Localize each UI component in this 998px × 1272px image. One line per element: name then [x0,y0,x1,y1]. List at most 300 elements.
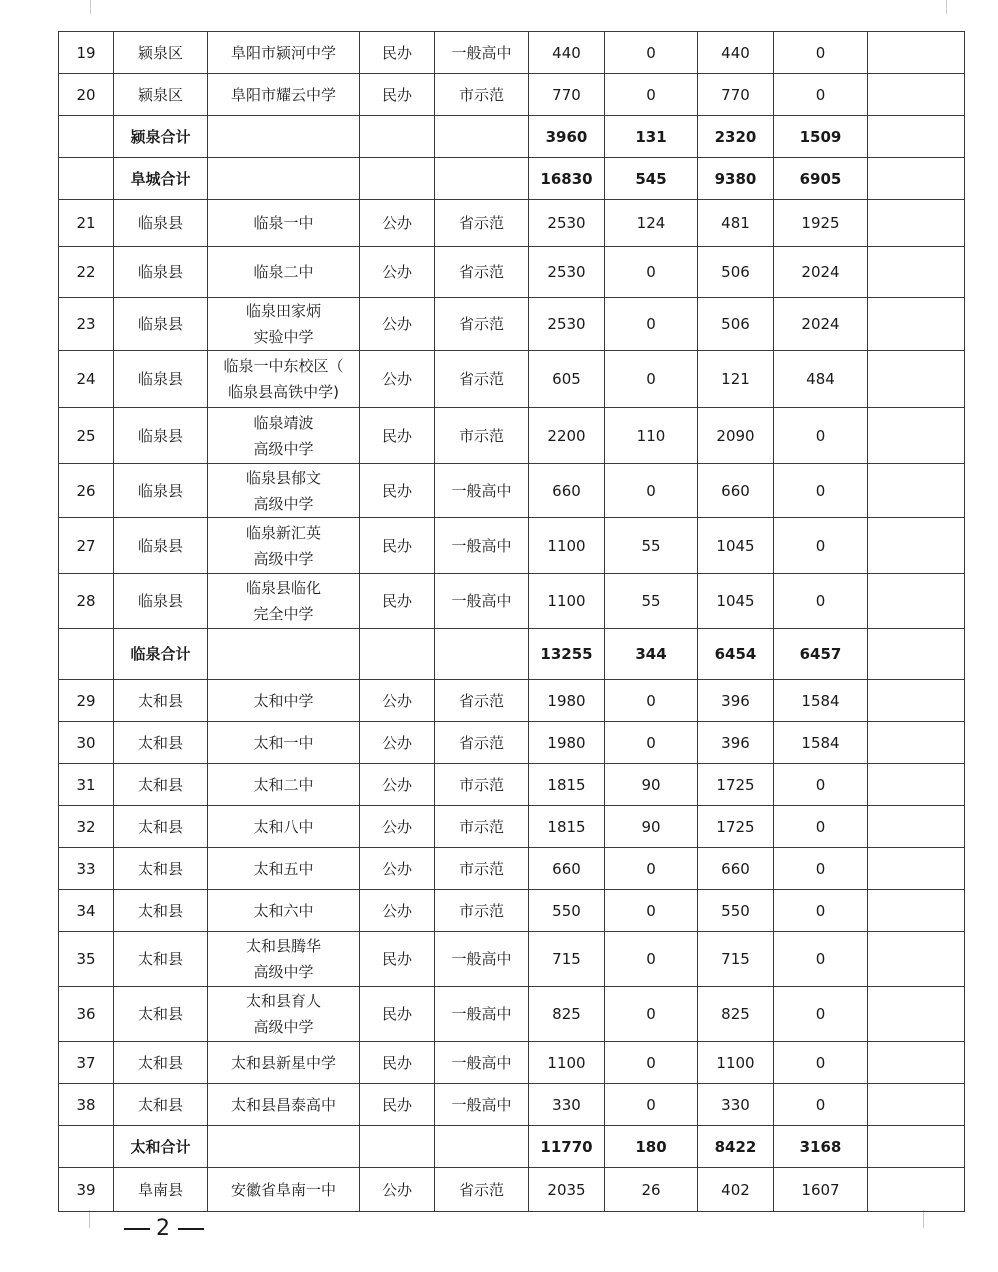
school-name-line: 临泉靖波 [253,413,314,432]
value-cell-4: 2024 [774,298,868,351]
school-name-line: 太和五中 [253,859,314,878]
value-cell-2: 26 [605,1168,698,1212]
school-cell [208,890,360,932]
value-cell-1: 330 [529,1084,605,1126]
school-cell [208,351,360,408]
level-cell: 一般高中 [435,1084,529,1126]
value-cell-2: 90 [605,764,698,806]
level-cell: 市示范 [435,408,529,464]
school-name-line: 太和八中 [253,817,314,836]
school-cell [208,32,360,74]
value-cell-4: 484 [774,351,868,408]
value-cell-4: 0 [774,518,868,574]
value-cell-2: 0 [605,351,698,408]
value-cell-1: 660 [529,464,605,518]
table-row [59,464,965,518]
level-cell: 一般高中 [435,32,529,74]
value-cell-3: 440 [698,32,774,74]
level-cell: 省示范 [435,680,529,722]
table-row [59,764,965,806]
value-cell-4: 1607 [774,1168,868,1212]
value-cell-4: 1925 [774,200,868,247]
area-cell: 太和县 [114,722,208,764]
level-cell [435,1126,529,1168]
school-cell [208,518,360,574]
value-cell-4: 0 [774,408,868,464]
type-cell: 民办 [360,74,435,116]
value-cell-2: 55 [605,518,698,574]
value-cell-2: 0 [605,932,698,987]
level-cell: 市示范 [435,890,529,932]
type-cell: 民办 [360,987,435,1042]
subtotal-row [59,158,965,200]
remark-cell [868,1126,965,1168]
level-cell: 市示范 [435,848,529,890]
value-cell-1: 715 [529,932,605,987]
school-name-line: 完全中学 [253,605,314,623]
value-cell-1: 16830 [529,158,605,200]
school-name-line: 太和中学 [253,691,314,710]
value-cell-4: 3168 [774,1126,868,1168]
area-cell: 太和县 [114,764,208,806]
table-row [59,1084,965,1126]
level-cell: 一般高中 [435,932,529,987]
type-cell [360,629,435,680]
school-cell [208,1126,360,1168]
value-cell-3: 1045 [698,574,774,629]
footer-dash-right [178,1228,204,1230]
value-cell-2: 90 [605,806,698,848]
row-number-cell: 36 [59,987,114,1042]
table-row [59,1042,965,1084]
type-cell: 公办 [360,722,435,764]
table-row [59,351,965,408]
value-cell-3: 825 [698,987,774,1042]
value-cell-1: 770 [529,74,605,116]
school-cell [208,74,360,116]
value-cell-3: 506 [698,247,774,298]
school-name-line: 临泉县高铁中学) [228,383,339,401]
school-cell [208,1042,360,1084]
value-cell-2: 0 [605,680,698,722]
level-cell: 市示范 [435,806,529,848]
type-cell: 民办 [360,1084,435,1126]
value-cell-1: 2200 [529,408,605,464]
area-cell: 临泉县 [114,464,208,518]
school-cell [208,629,360,680]
school-cell [208,764,360,806]
remark-cell [868,1042,965,1084]
remark-cell [868,32,965,74]
value-cell-4: 0 [774,574,868,629]
table-row [59,32,965,74]
school-name-line: 太和一中 [253,733,314,752]
value-cell-4: 1584 [774,680,868,722]
area-cell: 阜城合计 [114,158,208,200]
school-cell [208,158,360,200]
school-name-line: 临泉县郁文 [245,468,321,487]
table-row [59,987,965,1042]
level-cell: 省示范 [435,351,529,408]
remark-cell [868,890,965,932]
subtotal-row [59,629,965,680]
value-cell-1: 440 [529,32,605,74]
level-cell: 一般高中 [435,518,529,574]
remark-cell [868,518,965,574]
remark-cell [868,806,965,848]
row-number-cell: 31 [59,764,114,806]
school-name-line: 临泉新汇英 [245,523,321,542]
area-cell: 临泉县 [114,574,208,629]
table-row [59,890,965,932]
value-cell-1: 1100 [529,1042,605,1084]
remark-cell [868,247,965,298]
row-number-cell: 39 [59,1168,114,1212]
area-cell: 阜南县 [114,1168,208,1212]
value-cell-2: 0 [605,1042,698,1084]
area-cell: 太和县 [114,890,208,932]
school-cell [208,1168,360,1212]
school-name-line: 临泉田家炳 [245,302,321,320]
school-cell [208,1084,360,1126]
value-cell-1: 1980 [529,680,605,722]
row-number-cell [59,629,114,680]
table-row [59,247,965,298]
school-cell [208,298,360,351]
type-cell: 民办 [360,518,435,574]
value-cell-4: 0 [774,890,868,932]
area-cell: 临泉县 [114,518,208,574]
value-cell-4: 0 [774,987,868,1042]
remark-cell [868,351,965,408]
value-cell-3: 1725 [698,764,774,806]
value-cell-2: 0 [605,247,698,298]
type-cell [360,116,435,158]
table-row [59,408,965,464]
area-cell: 太和县 [114,848,208,890]
area-cell: 太和县 [114,680,208,722]
page-number: 2 [156,1216,172,1241]
remark-cell [868,680,965,722]
row-number-cell: 28 [59,574,114,629]
value-cell-4: 0 [774,464,868,518]
school-name-line: 阜阳市耀云中学 [230,85,336,104]
type-cell [360,1126,435,1168]
value-cell-1: 11770 [529,1126,605,1168]
row-number-cell [59,116,114,158]
type-cell: 民办 [360,408,435,464]
table-row [59,848,965,890]
value-cell-3: 121 [698,351,774,408]
value-cell-3: 9380 [698,158,774,200]
value-cell-2: 0 [605,722,698,764]
remark-cell [868,74,965,116]
value-cell-3: 770 [698,74,774,116]
row-number-cell [59,158,114,200]
level-cell [435,116,529,158]
remark-cell [868,848,965,890]
level-cell: 省示范 [435,1168,529,1212]
value-cell-2: 131 [605,116,698,158]
school-cell [208,848,360,890]
value-cell-3: 402 [698,1168,774,1212]
area-cell: 临泉合计 [114,629,208,680]
row-number-cell: 35 [59,932,114,987]
type-cell: 民办 [360,1042,435,1084]
level-cell: 一般高中 [435,574,529,629]
remark-cell [868,1168,965,1212]
level-cell: 一般高中 [435,464,529,518]
school-cell [208,464,360,518]
value-cell-4: 0 [774,932,868,987]
value-cell-3: 396 [698,722,774,764]
row-number-cell: 25 [59,408,114,464]
value-cell-2: 0 [605,1084,698,1126]
row-number-cell: 26 [59,464,114,518]
area-cell: 太和县 [114,806,208,848]
value-cell-3: 2320 [698,116,774,158]
value-cell-4: 0 [774,1084,868,1126]
school-name-line: 临泉县临化 [245,579,321,597]
area-cell: 临泉县 [114,298,208,351]
value-cell-3: 2090 [698,408,774,464]
crop-mark-top-right [946,0,947,14]
school-name-line: 安徽省阜南一中 [230,1180,336,1199]
value-cell-3: 550 [698,890,774,932]
type-cell: 民办 [360,932,435,987]
type-cell: 公办 [360,200,435,247]
value-cell-4: 6905 [774,158,868,200]
enrollment-table [58,31,965,1212]
table-row [59,74,965,116]
value-cell-1: 2530 [529,298,605,351]
type-cell: 公办 [360,680,435,722]
value-cell-1: 825 [529,987,605,1042]
value-cell-2: 545 [605,158,698,200]
remark-cell [868,408,965,464]
row-number-cell: 29 [59,680,114,722]
area-cell: 太和县 [114,987,208,1042]
row-number-cell: 38 [59,1084,114,1126]
table-row [59,200,965,247]
table-row [59,806,965,848]
remark-cell [868,116,965,158]
school-name-line: 太和六中 [253,901,314,920]
type-cell: 公办 [360,764,435,806]
value-cell-1: 1100 [529,574,605,629]
value-cell-1: 660 [529,848,605,890]
value-cell-1: 3960 [529,116,605,158]
level-cell [435,158,529,200]
value-cell-4: 0 [774,848,868,890]
level-cell [435,629,529,680]
value-cell-2: 124 [605,200,698,247]
school-name-line: 临泉二中 [253,263,314,281]
row-number-cell: 34 [59,890,114,932]
type-cell [360,158,435,200]
area-cell: 临泉县 [114,351,208,408]
type-cell: 公办 [360,351,435,408]
value-cell-4: 0 [774,1042,868,1084]
row-number-cell: 20 [59,74,114,116]
area-cell: 颍泉区 [114,74,208,116]
area-cell: 太和县 [114,1084,208,1126]
remark-cell [868,987,965,1042]
type-cell: 公办 [360,890,435,932]
remark-cell [868,298,965,351]
crop-mark-bottom-left [89,1210,90,1228]
value-cell-4: 1584 [774,722,868,764]
value-cell-2: 0 [605,848,698,890]
footer-dash-left [124,1228,150,1230]
school-name-line: 太和县昌泰高中 [230,1095,336,1114]
school-cell [208,722,360,764]
school-cell [208,408,360,464]
type-cell: 公办 [360,848,435,890]
school-name-line: 高级中学 [253,549,314,568]
school-name-line: 临泉一中东校区（ [223,357,344,375]
remark-cell [868,722,965,764]
value-cell-2: 0 [605,298,698,351]
school-cell [208,680,360,722]
type-cell: 公办 [360,1168,435,1212]
value-cell-4: 0 [774,74,868,116]
level-cell: 省示范 [435,722,529,764]
school-name-line: 阜阳市颍河中学 [230,43,336,62]
value-cell-1: 2530 [529,200,605,247]
value-cell-4: 6457 [774,629,868,680]
table-row [59,722,965,764]
remark-cell [868,200,965,247]
row-number-cell: 37 [59,1042,114,1084]
level-cell: 市示范 [435,74,529,116]
value-cell-1: 1100 [529,518,605,574]
value-cell-2: 0 [605,464,698,518]
school-name-line: 临泉一中 [253,214,314,232]
row-number-cell: 30 [59,722,114,764]
type-cell: 民办 [360,32,435,74]
value-cell-3: 506 [698,298,774,351]
row-number-cell: 32 [59,806,114,848]
remark-cell [868,574,965,629]
subtotal-row [59,1126,965,1168]
remark-cell [868,629,965,680]
school-name-line: 高级中学 [253,963,314,981]
level-cell: 一般高中 [435,1042,529,1084]
remark-cell [868,464,965,518]
type-cell: 公办 [360,247,435,298]
area-cell: 太和县 [114,932,208,987]
page-footer [118,1216,210,1241]
type-cell: 公办 [360,298,435,351]
school-name-line: 太和县新星中学 [230,1053,336,1072]
row-number-cell: 21 [59,200,114,247]
area-cell: 太和县 [114,1042,208,1084]
school-cell [208,247,360,298]
value-cell-1: 2530 [529,247,605,298]
remark-cell [868,158,965,200]
school-name-line: 高级中学 [253,494,314,513]
row-number-cell: 19 [59,32,114,74]
value-cell-2: 180 [605,1126,698,1168]
level-cell: 市示范 [435,764,529,806]
level-cell: 省示范 [435,298,529,351]
school-cell [208,574,360,629]
value-cell-1: 550 [529,890,605,932]
value-cell-2: 55 [605,574,698,629]
level-cell: 省示范 [435,200,529,247]
area-cell: 颍泉区 [114,32,208,74]
value-cell-1: 1815 [529,806,605,848]
crop-mark-top-left [90,0,91,14]
school-cell [208,932,360,987]
school-cell [208,200,360,247]
school-cell [208,116,360,158]
remark-cell [868,932,965,987]
value-cell-1: 1815 [529,764,605,806]
value-cell-4: 0 [774,764,868,806]
table-row [59,298,965,351]
remark-cell [868,764,965,806]
type-cell: 民办 [360,464,435,518]
row-number-cell: 27 [59,518,114,574]
table-row [59,1168,965,1212]
school-name-line: 太和县腾华 [245,937,321,955]
area-cell: 临泉县 [114,408,208,464]
school-name-line: 高级中学 [253,1018,314,1036]
row-number-cell: 33 [59,848,114,890]
level-cell: 省示范 [435,247,529,298]
table-row [59,574,965,629]
value-cell-3: 396 [698,680,774,722]
area-cell: 颍泉合计 [114,116,208,158]
row-number-cell: 22 [59,247,114,298]
value-cell-3: 660 [698,464,774,518]
school-cell [208,806,360,848]
school-name-line: 实验中学 [253,328,314,346]
value-cell-1: 13255 [529,629,605,680]
area-cell: 临泉县 [114,247,208,298]
table-body [59,32,965,1212]
value-cell-3: 1045 [698,518,774,574]
value-cell-3: 6454 [698,629,774,680]
remark-cell [868,1084,965,1126]
value-cell-3: 1100 [698,1042,774,1084]
value-cell-4: 0 [774,32,868,74]
level-cell: 一般高中 [435,987,529,1042]
value-cell-2: 0 [605,74,698,116]
type-cell: 民办 [360,574,435,629]
value-cell-3: 715 [698,932,774,987]
value-cell-1: 605 [529,351,605,408]
value-cell-4: 1509 [774,116,868,158]
type-cell: 公办 [360,806,435,848]
value-cell-2: 110 [605,408,698,464]
school-name-line: 太和二中 [253,775,314,794]
table-row [59,518,965,574]
value-cell-2: 0 [605,32,698,74]
value-cell-4: 2024 [774,247,868,298]
table-row [59,680,965,722]
value-cell-1: 1980 [529,722,605,764]
value-cell-2: 0 [605,987,698,1042]
school-name-line: 高级中学 [253,439,314,458]
value-cell-3: 660 [698,848,774,890]
value-cell-1: 2035 [529,1168,605,1212]
school-cell [208,987,360,1042]
value-cell-3: 8422 [698,1126,774,1168]
subtotal-row [59,116,965,158]
